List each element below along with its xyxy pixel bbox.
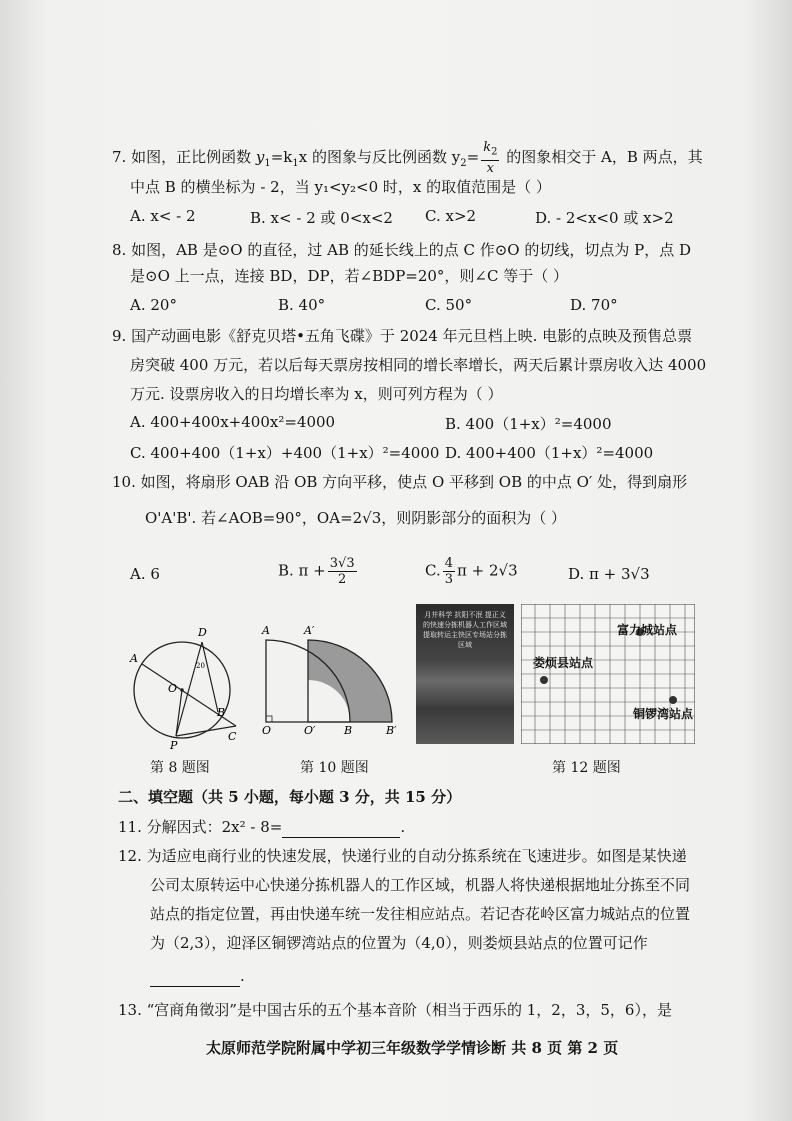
fig10-label-a: A	[262, 624, 270, 637]
q12-line3: 站点的指定位置，再由快递车统一发往相应站点。若记杏花岭区富力城站点的位置	[150, 905, 691, 923]
q9-line2: 房突破 400 万元，若以后每天票房按相同的增长率增长，两天后累计票房收入达 4000	[130, 356, 707, 374]
q10-option-d: D. π + 3√3	[568, 565, 650, 583]
q10-option-b: B. π + $\frac{3√3}{2}$	[278, 556, 355, 587]
fig8-center-o	[180, 688, 184, 692]
fig8-label-a: A	[130, 652, 138, 665]
q8-line1: 8. 如图，AB 是⊙O 的直径，过 AB 的延长线上的点 C 作⊙O 的切线，切点为 P，点 D	[112, 241, 692, 259]
q8-option-d: D. 70°	[570, 296, 618, 314]
figure-8-circle-diagram	[128, 624, 240, 752]
q12-line4: 为（2,3），迎泽区铜锣湾站点的位置为（4,0），则娄烦县站点的位置可记作	[150, 934, 648, 952]
q9-line1: 9. 国产动画电影《舒克贝塔•五角飞碟》于 2024 年元旦档上映. 电影的点映及预售总票	[112, 327, 693, 345]
q10-option-c: C. $\frac{4}{3}$ π + 2√3	[425, 556, 518, 587]
q11-line: 11. 分解因式：2x² - 8= .	[118, 818, 406, 836]
section-2-title: 二、填空题（共 5 小题，每小题 3 分，共 15 分）	[118, 788, 462, 806]
fig8-label-b: B	[217, 706, 226, 719]
fig10-label-o-prime: O′	[304, 724, 316, 736]
page-footer: 太原师范学院附属中学初三年级数学学情诊断 共 8 页 第 2 页	[206, 1039, 619, 1057]
tongluo-station-point	[669, 696, 677, 704]
tongluo-station-label: 铜锣湾站点	[633, 707, 694, 721]
q9-option-c: C. 400+400（1+x）+400（1+x）²=4000	[130, 444, 440, 462]
figure-8-caption: 第 8 题图	[150, 760, 210, 776]
fig8-label-c: C	[228, 730, 237, 743]
figure-12-caption: 第 12 题图	[552, 760, 621, 776]
q7-option-b: B. x< - 2 或 0<x<2	[250, 209, 393, 227]
fig8-label-p: P	[170, 739, 178, 752]
q10-line1: 10. 如图，将扇形 OAB 沿 OB 方向平移，使点 O 平移到 OB 的中点 O′ 处，得到扇形	[112, 473, 688, 491]
q8-option-a: A. 20°	[130, 296, 177, 314]
fig8-line-op	[176, 690, 182, 736]
fuli-station-label: 富力城站点	[617, 623, 678, 637]
q7-line2: 中点 B 的横坐标为 - 2，当 y₁<y₂<0 时，x 的取值范围是（ ）	[130, 178, 551, 196]
q13-line1: 13. “宫商角徵羽”是中国古乐的五个基本音阶（相当于西乐的 1，2，3，5，6），是	[118, 1001, 672, 1019]
fig10-label-b-prime: B′	[386, 724, 397, 736]
fig8-label-o: O	[168, 682, 178, 695]
loufan-station-label: 娄烦县站点	[533, 656, 594, 670]
fig8-line-pc	[176, 726, 236, 736]
figure-10-sector-diagram	[258, 618, 408, 736]
q9-line3: 万元. 设票房收入的日均增长率为 x，则可列方程为（ ）	[130, 385, 503, 403]
q7-option-d: D. - 2<x<0 或 x>2	[535, 209, 674, 227]
figure-12-grid-map	[521, 604, 695, 744]
q9-option-b: B. 400（1+x）²=4000	[445, 415, 612, 433]
figure-10-caption: 第 10 题图	[300, 760, 369, 776]
photo-caption-text: 月井科学 抗阳不泯 提正义的快速分拣机器人工作区域 提取转运主快区专场站分拣区域	[423, 611, 507, 649]
q9-option-d: D. 400+400（1+x）²=4000	[445, 444, 654, 462]
loufan-station-point	[540, 676, 548, 684]
q12-answer-line: .	[150, 966, 245, 987]
q7-option-c: C. x>2	[425, 207, 477, 225]
q7-option-a: A. x< - 2	[130, 207, 196, 225]
q12-line2: 公司太原转运中心快递分拣机器人的工作区域，机器人将快递根据地址分拣至不同	[150, 876, 691, 894]
q10-option-a: A. 6	[130, 565, 160, 583]
fig8-line-db	[202, 642, 218, 712]
fig10-right-angle	[266, 716, 272, 722]
fig8-label-d: D	[198, 626, 207, 639]
fig10-label-b: B	[344, 724, 353, 736]
q7-line1: 7. 如图，正比例函数 $y_1=k_1x$ 的图象与反比例函数 $y_2=$ $\frac{k_2}{x}$ 的图象相交于 A，B 两点，其	[112, 140, 703, 176]
q12-line1: 12. 为适应电商行业的快速发展，快递行业的自动分拣系统在飞速进步。如图是某快递	[118, 847, 687, 865]
figure-12-photo	[416, 604, 514, 744]
fig10-label-o: O	[262, 724, 272, 736]
q12-answer-blank[interactable]	[150, 966, 240, 987]
fig8-angle-20: 20	[196, 662, 205, 670]
q8-option-b: B. 40°	[278, 296, 326, 314]
q8-line2: 是⊙O 上一点，连接 BD，DP，若∠BDP=20°，则∠C 等于（ ）	[130, 267, 569, 285]
q11-answer-blank[interactable]	[282, 817, 400, 838]
q7-fraction: $\frac{k_2}{x}$	[483, 140, 498, 176]
q9-option-a: A. 400+400x+400x²=4000	[130, 413, 336, 431]
q8-option-c: C. 50°	[425, 296, 473, 314]
q10-line2: O'A'B'. 若∠AOB=90°，OA=2√3，则阴影部分的面积为（ ）	[145, 509, 567, 527]
fig10-label-a-prime: A′	[304, 624, 315, 637]
